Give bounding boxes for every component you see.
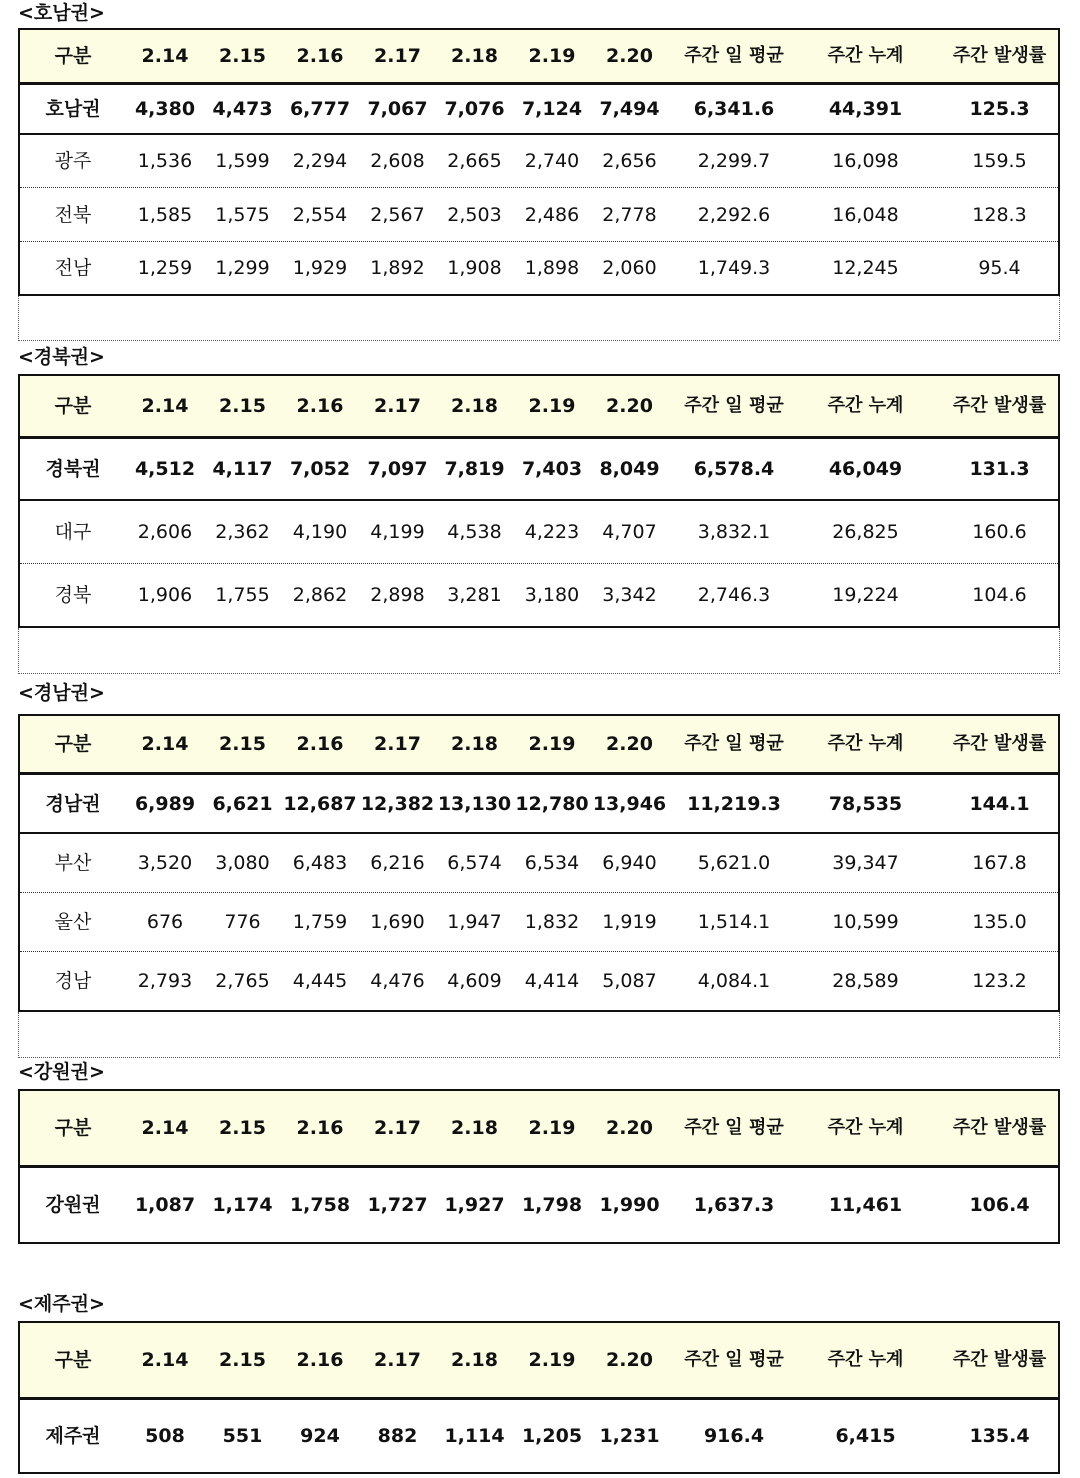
value-2-20: 1,990 bbox=[599, 1194, 660, 1216]
value-2-15: 4,473 bbox=[212, 98, 273, 120]
value-2-14: 1,536 bbox=[137, 150, 193, 172]
region-cell: 광주 bbox=[54, 150, 92, 172]
weekly-total: 12,245 bbox=[832, 257, 899, 279]
value-2-17: 2,608 bbox=[370, 150, 425, 172]
table-spacer bbox=[18, 296, 1060, 341]
col-weekly-total-header: 주간 누계 bbox=[827, 395, 904, 416]
col-2-17-header: 2.17 bbox=[374, 1349, 421, 1371]
value-2-18: 3,281 bbox=[447, 584, 502, 606]
value-2-15: 1,575 bbox=[215, 203, 270, 226]
value-2-20: 1,231 bbox=[599, 1425, 660, 1447]
col-weekly-total-header: 주간 누계 bbox=[827, 733, 904, 754]
table-header-row bbox=[20, 1091, 1058, 1165]
col-2-14-header: 2.14 bbox=[141, 1117, 189, 1139]
region-cell: 경남 bbox=[54, 970, 92, 992]
col-category-header: 구분 bbox=[54, 395, 92, 417]
col-weekly-daily-avg-header: 주간 일 평균 bbox=[684, 1349, 784, 1370]
table-row bbox=[20, 135, 1058, 187]
value-2-16: 4,445 bbox=[292, 970, 348, 992]
region-cell: 경북권 bbox=[45, 458, 101, 480]
col-2-20-header: 2.20 bbox=[606, 733, 653, 755]
table-header-row bbox=[20, 30, 1058, 82]
value-2-16: 6,483 bbox=[292, 852, 348, 874]
col-2-15-header: 2.15 bbox=[219, 1117, 266, 1139]
value-2-18: 2,503 bbox=[447, 203, 502, 226]
value-2-17: 1,690 bbox=[370, 911, 425, 933]
value-2-16: 6,777 bbox=[289, 98, 351, 120]
value-2-18: 1,908 bbox=[447, 257, 502, 279]
col-category-header: 구분 bbox=[54, 733, 92, 755]
col-weekly-daily-avg-header: 주간 일 평균 bbox=[684, 395, 784, 416]
region-cell: 경북 bbox=[54, 584, 92, 606]
value-2-14: 6,989 bbox=[134, 792, 196, 815]
col-weekly-total-header: 주간 누계 bbox=[827, 45, 904, 66]
value-2-19: 6,534 bbox=[524, 852, 580, 874]
col-2-14-header: 2.14 bbox=[141, 1349, 189, 1371]
value-2-17: 4,476 bbox=[370, 970, 425, 992]
value-2-16: 7,052 bbox=[289, 458, 351, 480]
value-2-19: 1,898 bbox=[524, 257, 580, 279]
value-2-20: 1,919 bbox=[602, 911, 657, 933]
col-weekly-rate-header: 주간 발생률 bbox=[952, 395, 1047, 416]
col-weekly-total-header: 주간 누계 bbox=[827, 1349, 904, 1370]
col-2-14-header: 2.14 bbox=[141, 45, 189, 67]
weekly-total: 39,347 bbox=[832, 852, 899, 874]
col-2-18-header: 2.18 bbox=[451, 1349, 498, 1371]
weekly-rate: 104.6 bbox=[972, 584, 1027, 606]
weekly-total: 6,415 bbox=[835, 1425, 896, 1447]
table-spacer bbox=[18, 1012, 1060, 1058]
region-cell: 전북 bbox=[54, 203, 92, 226]
value-2-16: 4,190 bbox=[292, 521, 348, 543]
table-row bbox=[20, 501, 1058, 563]
section-title-gangwon: <강원권> bbox=[18, 1061, 105, 1083]
col-2-19-header: 2.19 bbox=[528, 1117, 576, 1139]
region-cell: 경남권 bbox=[45, 792, 101, 815]
value-2-15: 1,299 bbox=[215, 257, 270, 279]
value-2-20: 13,946 bbox=[592, 792, 667, 815]
region-cell: 전남 bbox=[54, 257, 92, 279]
table-gyeongnam bbox=[18, 714, 1060, 1012]
value-2-16: 1,929 bbox=[292, 257, 348, 279]
value-2-17: 7,067 bbox=[367, 98, 428, 120]
col-2-18-header: 2.18 bbox=[451, 1117, 498, 1139]
value-2-15: 4,117 bbox=[212, 458, 273, 480]
value-2-15: 2,362 bbox=[215, 521, 270, 543]
table-row bbox=[20, 242, 1058, 294]
table-honam bbox=[18, 28, 1060, 296]
col-2-19-header: 2.19 bbox=[528, 1349, 576, 1371]
table-row bbox=[20, 952, 1058, 1010]
col-weekly-daily-avg-header: 주간 일 평균 bbox=[684, 733, 784, 754]
table-row-total bbox=[20, 439, 1058, 499]
value-2-18: 2,665 bbox=[447, 150, 502, 172]
table-row-total bbox=[20, 85, 1058, 133]
col-2-14-header: 2.14 bbox=[141, 733, 189, 755]
weekly-daily-avg: 4,084.1 bbox=[697, 970, 771, 992]
value-2-20: 2,778 bbox=[602, 203, 657, 226]
value-2-15: 776 bbox=[224, 911, 261, 933]
weekly-rate: 128.3 bbox=[972, 203, 1027, 226]
col-2-15-header: 2.15 bbox=[219, 45, 266, 67]
col-weekly-total-header: 주간 누계 bbox=[827, 1117, 904, 1138]
col-2-18-header: 2.18 bbox=[451, 395, 498, 417]
value-2-18: 1,927 bbox=[444, 1194, 505, 1216]
weekly-daily-avg: 11,219.3 bbox=[687, 792, 781, 815]
value-2-15: 2,765 bbox=[215, 970, 270, 992]
col-2-20-header: 2.20 bbox=[606, 45, 653, 67]
value-2-18: 1,947 bbox=[447, 911, 502, 933]
value-2-14: 676 bbox=[146, 911, 184, 933]
value-2-19: 4,414 bbox=[524, 970, 580, 992]
col-2-15-header: 2.15 bbox=[219, 733, 266, 755]
value-2-14: 2,793 bbox=[137, 970, 193, 992]
weekly-rate: 131.3 bbox=[969, 458, 1030, 480]
value-2-16: 924 bbox=[300, 1425, 340, 1447]
weekly-total: 46,049 bbox=[828, 458, 903, 480]
table-jeju bbox=[18, 1321, 1060, 1474]
col-2-16-header: 2.16 bbox=[296, 1117, 344, 1139]
col-2-17-header: 2.17 bbox=[374, 395, 421, 417]
value-2-17: 882 bbox=[377, 1425, 418, 1447]
col-weekly-rate-header: 주간 발생률 bbox=[952, 1349, 1047, 1370]
col-2-15-header: 2.15 bbox=[219, 1349, 266, 1371]
value-2-16: 1,758 bbox=[289, 1194, 351, 1216]
weekly-rate: 135.4 bbox=[969, 1425, 1030, 1447]
table-gangwon bbox=[18, 1089, 1060, 1244]
col-2-20-header: 2.20 bbox=[606, 1117, 653, 1139]
value-2-20: 7,494 bbox=[599, 98, 660, 120]
col-2-17-header: 2.17 bbox=[374, 45, 421, 67]
weekly-rate: 144.1 bbox=[969, 792, 1030, 815]
section-title-gyeongbuk: <경북권> bbox=[18, 346, 105, 368]
col-2-18-header: 2.18 bbox=[451, 45, 498, 67]
value-2-20: 2,060 bbox=[602, 257, 657, 279]
value-2-14: 3,520 bbox=[137, 852, 193, 874]
col-2-16-header: 2.16 bbox=[296, 1349, 344, 1371]
col-2-17-header: 2.17 bbox=[374, 733, 421, 755]
weekly-rate: 125.3 bbox=[969, 98, 1030, 120]
weekly-total: 16,048 bbox=[832, 203, 899, 226]
value-2-14: 4,380 bbox=[134, 98, 196, 120]
value-2-15: 1,755 bbox=[215, 584, 270, 606]
weekly-rate: 160.6 bbox=[972, 521, 1027, 543]
value-2-16: 12,687 bbox=[283, 792, 357, 815]
col-2-16-header: 2.16 bbox=[296, 733, 344, 755]
table-header-row bbox=[20, 716, 1058, 772]
value-2-17: 12,382 bbox=[360, 792, 435, 815]
weekly-rate: 123.2 bbox=[972, 970, 1027, 992]
value-2-17: 1,727 bbox=[367, 1194, 428, 1216]
value-2-19: 3,180 bbox=[524, 584, 580, 606]
table-gyeongbuk bbox=[18, 374, 1060, 628]
value-2-18: 4,609 bbox=[447, 970, 502, 992]
weekly-total: 26,825 bbox=[832, 521, 899, 543]
col-2-20-header: 2.20 bbox=[606, 395, 653, 417]
value-2-14: 2,606 bbox=[137, 521, 193, 543]
col-2-19-header: 2.19 bbox=[528, 45, 576, 67]
value-2-19: 1,832 bbox=[524, 911, 580, 933]
section-title-gyeongnam: <경남권> bbox=[18, 682, 105, 704]
weekly-total: 10,599 bbox=[832, 911, 899, 933]
value-2-15: 551 bbox=[222, 1425, 263, 1447]
value-2-14: 4,512 bbox=[134, 458, 196, 480]
table-header-row bbox=[20, 1323, 1058, 1397]
col-weekly-daily-avg-header: 주간 일 평균 bbox=[684, 1117, 784, 1138]
value-2-18: 7,076 bbox=[444, 98, 505, 120]
value-2-20: 8,049 bbox=[599, 458, 660, 480]
col-2-14-header: 2.14 bbox=[141, 395, 189, 417]
value-2-19: 1,205 bbox=[521, 1425, 583, 1447]
table-row bbox=[20, 564, 1058, 626]
value-2-20: 2,656 bbox=[602, 150, 657, 172]
col-weekly-daily-avg-header: 주간 일 평균 bbox=[684, 45, 784, 66]
region-cell: 부산 bbox=[54, 852, 92, 874]
weekly-daily-avg: 2,746.3 bbox=[697, 584, 771, 606]
value-2-19: 7,124 bbox=[521, 98, 583, 120]
value-2-19: 12,780 bbox=[515, 792, 589, 815]
value-2-20: 6,940 bbox=[602, 852, 657, 874]
col-2-19-header: 2.19 bbox=[528, 395, 576, 417]
weekly-daily-avg: 1,514.1 bbox=[697, 911, 771, 933]
weekly-daily-avg: 1,749.3 bbox=[697, 257, 771, 279]
value-2-17: 6,216 bbox=[370, 852, 425, 874]
value-2-20: 4,707 bbox=[602, 521, 657, 543]
weekly-rate: 95.4 bbox=[978, 257, 1021, 279]
weekly-daily-avg: 916.4 bbox=[703, 1425, 765, 1447]
value-2-14: 1,906 bbox=[137, 584, 193, 606]
region-cell: 제주권 bbox=[45, 1425, 101, 1447]
weekly-daily-avg: 2,292.6 bbox=[697, 203, 771, 226]
value-2-17: 7,097 bbox=[367, 458, 428, 480]
value-2-17: 4,199 bbox=[370, 521, 425, 543]
value-2-18: 13,130 bbox=[437, 792, 512, 815]
region-cell: 울산 bbox=[54, 911, 92, 933]
table-row-total bbox=[20, 1168, 1058, 1242]
value-2-17: 1,892 bbox=[370, 257, 425, 279]
table-row bbox=[20, 834, 1058, 892]
col-category-header: 구분 bbox=[54, 1349, 92, 1371]
col-2-17-header: 2.17 bbox=[374, 1117, 421, 1139]
weekly-total: 44,391 bbox=[828, 98, 903, 120]
weekly-total: 78,535 bbox=[828, 792, 903, 815]
section-title-honam: <호남권> bbox=[18, 2, 105, 24]
table-row-total bbox=[20, 1400, 1058, 1472]
value-2-14: 508 bbox=[145, 1425, 185, 1447]
section-title-jeju: <제주권> bbox=[18, 1293, 105, 1315]
weekly-rate: 106.4 bbox=[969, 1194, 1030, 1216]
col-category-header: 구분 bbox=[54, 45, 92, 67]
weekly-daily-avg: 2,299.7 bbox=[697, 150, 771, 172]
value-2-20: 3,342 bbox=[602, 584, 657, 606]
value-2-16: 2,554 bbox=[292, 203, 348, 226]
table-row-total bbox=[20, 775, 1058, 832]
col-category-header: 구분 bbox=[54, 1117, 92, 1139]
value-2-18: 7,819 bbox=[444, 458, 505, 480]
weekly-total: 19,224 bbox=[832, 584, 899, 606]
region-cell: 호남권 bbox=[45, 98, 101, 120]
value-2-19: 7,403 bbox=[521, 458, 583, 480]
col-2-15-header: 2.15 bbox=[219, 395, 266, 417]
weekly-total: 16,098 bbox=[832, 150, 899, 172]
value-2-19: 2,486 bbox=[524, 203, 580, 226]
col-2-20-header: 2.20 bbox=[606, 1349, 653, 1371]
col-weekly-rate-header: 주간 발생률 bbox=[952, 45, 1047, 66]
value-2-15: 3,080 bbox=[215, 852, 270, 874]
value-2-15: 1,174 bbox=[212, 1194, 273, 1216]
col-2-18-header: 2.18 bbox=[451, 733, 498, 755]
table-row bbox=[20, 188, 1058, 241]
col-weekly-rate-header: 주간 발생률 bbox=[952, 1117, 1047, 1138]
weekly-daily-avg: 5,621.0 bbox=[697, 852, 771, 874]
value-2-15: 6,621 bbox=[212, 792, 273, 815]
col-2-19-header: 2.19 bbox=[528, 733, 576, 755]
table-row bbox=[20, 893, 1058, 951]
value-2-14: 1,259 bbox=[137, 257, 193, 279]
weekly-daily-avg: 6,578.4 bbox=[693, 458, 775, 480]
value-2-18: 4,538 bbox=[447, 521, 502, 543]
weekly-rate: 135.0 bbox=[972, 911, 1027, 933]
col-2-16-header: 2.16 bbox=[296, 45, 344, 67]
value-2-16: 1,759 bbox=[292, 911, 348, 933]
weekly-total: 11,461 bbox=[828, 1194, 903, 1216]
weekly-rate: 159.5 bbox=[972, 150, 1027, 172]
value-2-20: 5,087 bbox=[602, 970, 657, 992]
value-2-15: 1,599 bbox=[215, 150, 270, 172]
value-2-14: 1,087 bbox=[134, 1194, 196, 1216]
weekly-rate: 167.8 bbox=[972, 852, 1027, 874]
value-2-14: 1,585 bbox=[137, 203, 193, 226]
value-2-18: 1,114 bbox=[444, 1425, 505, 1447]
value-2-18: 6,574 bbox=[447, 852, 502, 874]
value-2-16: 2,294 bbox=[292, 150, 348, 172]
value-2-19: 2,740 bbox=[524, 150, 580, 172]
value-2-19: 4,223 bbox=[524, 521, 580, 543]
weekly-daily-avg: 6,341.6 bbox=[693, 98, 775, 120]
weekly-daily-avg: 1,637.3 bbox=[693, 1194, 775, 1216]
weekly-daily-avg: 3,832.1 bbox=[697, 521, 771, 543]
weekly-total: 28,589 bbox=[832, 970, 899, 992]
value-2-17: 2,567 bbox=[370, 203, 425, 226]
region-cell: 강원권 bbox=[45, 1194, 101, 1216]
value-2-16: 2,862 bbox=[292, 584, 348, 606]
table-spacer bbox=[18, 628, 1060, 674]
table-header-row bbox=[20, 376, 1058, 436]
col-2-16-header: 2.16 bbox=[296, 395, 344, 417]
region-cell: 대구 bbox=[54, 521, 92, 543]
col-weekly-rate-header: 주간 발생률 bbox=[952, 733, 1047, 754]
value-2-17: 2,898 bbox=[370, 584, 425, 606]
value-2-19: 1,798 bbox=[521, 1194, 583, 1216]
